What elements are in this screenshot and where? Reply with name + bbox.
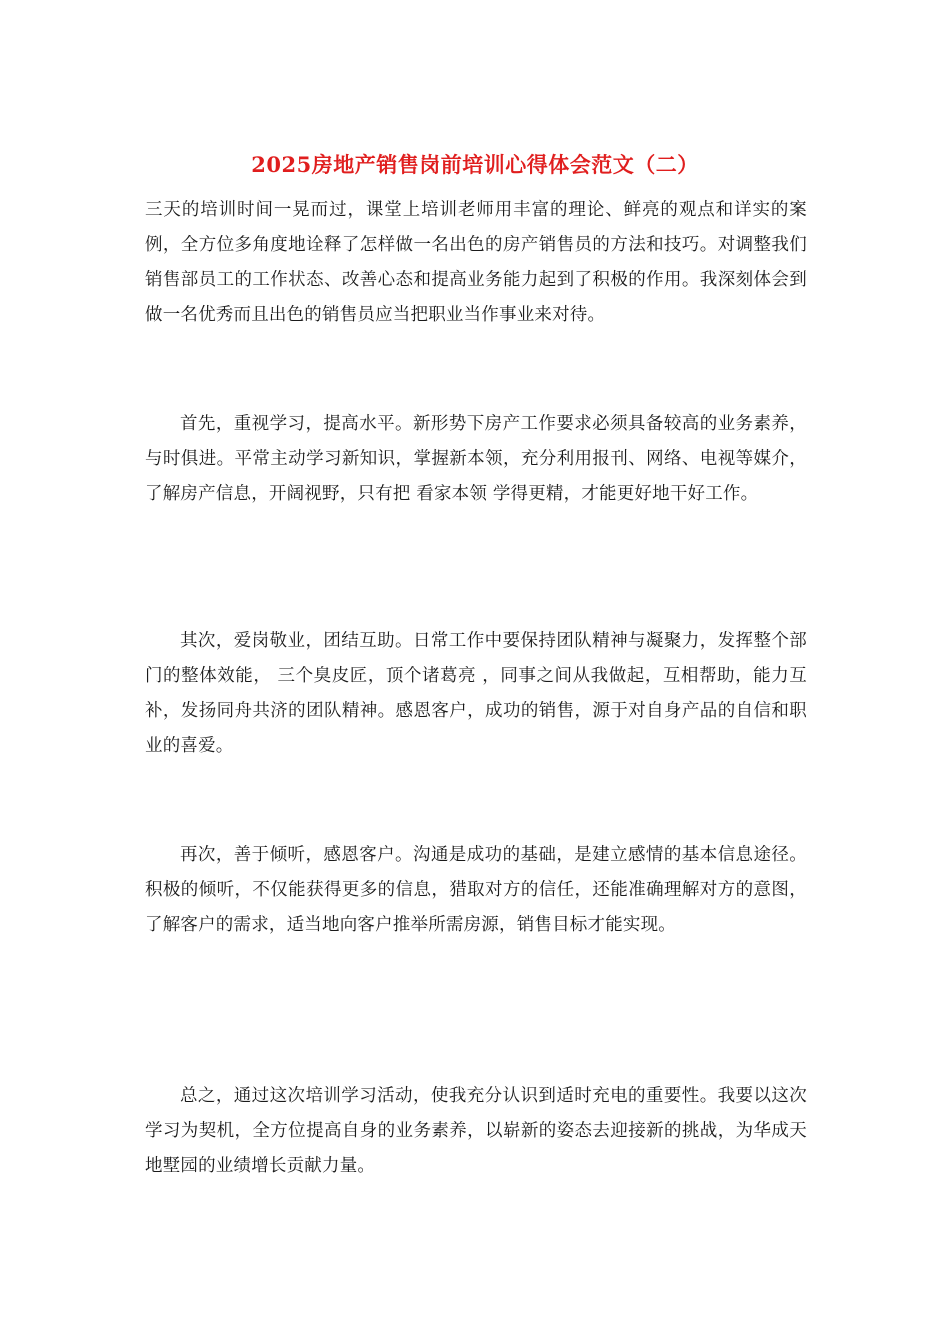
page-title: 2025房地产销售岗前培训心得体会范文（二）: [251, 152, 699, 177]
paragraph-second-point: 其次，爱岗敬业，团结互助。日常工作中要保持团队精神与凝聚力，发挥整个部门的整体效能， 三个臭皮匠，顶个诸葛亮 ，同事之间从我做起，互相帮助，能力互补，发扬同舟共济的团队精神。感恩客户，成功的销售，源于对自身产品的自信和职业的喜爱。: [145, 631, 807, 756]
paragraph-first-point: 首先，重视学习，提高水平。新形势下房产工作要求必须具备较高的业务素养，与时俱进。平常主动学习新知识，掌握新本领，充分利用报刊、网络、电视等媒介，了解房产信息，开阔视野，只有把 看家本领 学得更精，才能更好地干好工作。: [145, 414, 807, 504]
paragraph-conclusion: 总之，通过这次培训学习活动，使我充分认识到适时充电的重要性。我要以这次学习为契机，全方位提高自身的业务素养，以崭新的姿态去迎接新的挑战，为华成天地墅园的业绩增长贡献力量。: [145, 1086, 807, 1176]
paragraph-intro: 三天的培训时间一晃而过，课堂上培训老师用丰富的理论、鲜亮的观点和详实的案例，全方位多角度地诠释了怎样做一名出色的房产销售员的方法和技巧。对调整我们销售部员工的工作状态、改善心态和提高业务能力起到了积极的作用。我深刻体会到做一名优秀而且出色的销售员应当把职业当作事业来对待。: [145, 200, 807, 325]
paragraph-third-point: 再次，善于倾听，感恩客户。沟通是成功的基础，是建立感情的基本信息途径。积极的倾听，不仅能获得更多的信息，猎取对方的信任，还能准确理解对方的意图，了解客户的需求，适当地向客户推举所需房源，销售目标才能实现。: [145, 845, 807, 935]
